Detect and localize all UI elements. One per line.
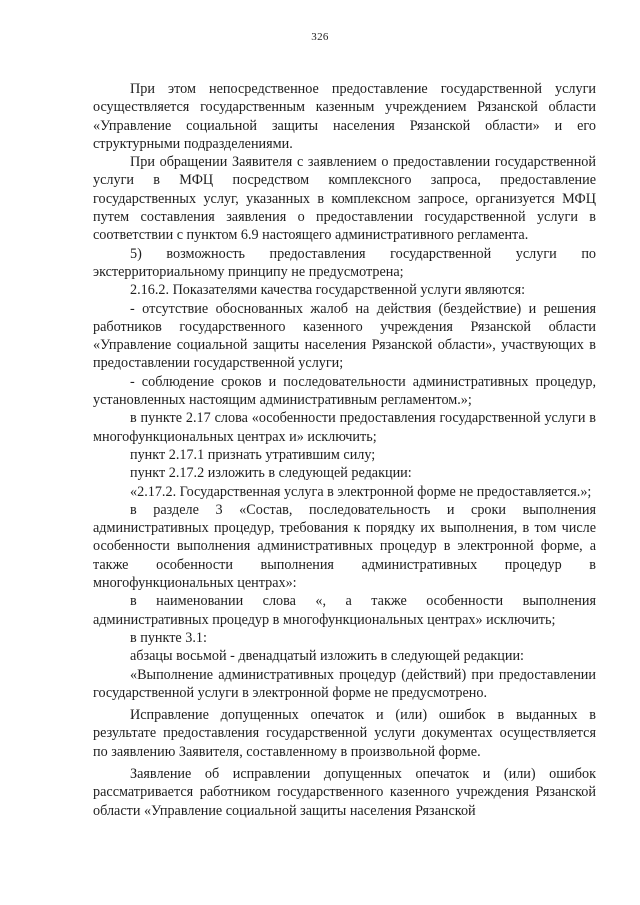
paragraph: При обращении Заявителя с заявлением о предоставлении государственной услуги в МФЦ посредством комплексного запроса, предоставление государственных услуг, указанных в комплексном запросе, организуется МФЦ путем составления заявления о предоставлении государственной услуги в соответствии с пунктом 6.9 настоящего административного регламента. (93, 154, 596, 244)
paragraph: пункт 2.17.1 признать утратившим силу; (130, 446, 376, 463)
paragraph: «2.17.2. Государственная услуга в электронной форме не предоставляется.»; (130, 483, 592, 500)
page-number: 326 (311, 31, 329, 43)
paragraph: в разделе 3 «Состав, последовательность и сроки выполнения административных процедур, требования к порядку их выполнения, в том числе особенности выполнения административных процедур в электронной форме, а также особенности выполнения административных процедур в многофункциональных центрах»: (93, 501, 596, 592)
paragraph: в наименовании слова «, а также особенности выполнения административных процедур в многофункциональных центрах» исключить; (93, 593, 596, 628)
paragraph: абзацы восьмой - двенадцатый изложить в следующей редакции: (130, 648, 524, 665)
paragraph: в пункте 3.1: (130, 629, 207, 646)
paragraph: Исправление допущенных опечаток и (или) ошибок в выданных в результате предоставления государственной услуги документах осуществляется по заявлению Заявителя, составленному в произвольной форме. (93, 707, 596, 760)
document-body (93, 80, 596, 820)
paragraph: Заявление об исправлении допущенных опечаток и (или) ошибок рассматривается работником государственного казенного учреждения Рязанской области «Управление социальной защиты населения Рязанской (93, 765, 596, 819)
paragraph: 5) возможность предоставления государственной услуги по экстерриториальному принципу не предусмотрена; (93, 245, 596, 280)
paragraph: При этом непосредственное предоставление государственной услуги осуществляется государственным казенным учреждением Рязанской области «Управление социальной защиты населения Рязанской области» и его структурными подразделениями. (93, 81, 596, 152)
paragraph: - отсутствие обоснованных жалоб на действия (бездействие) и решения работников государственного казенного учреждения Рязанской области «Управление социальной защиты населения Рязанской области», участвующих в предоставлении государственной услуги; (93, 300, 596, 372)
paragraph: в пункте 2.17 слова «особенности предоставления государственной услуги в многофункциональных центрах и» исключить; (93, 410, 596, 445)
paragraph: - соблюдение сроков и последовательности административных процедур, установленных настоящим административным регламентом.»; (93, 373, 596, 409)
paragraph: «Выполнение административных процедур (действий) при предоставлении государственной услуги в электронной форме не предусмотрено. (93, 666, 596, 701)
paragraph: пункт 2.17.2 изложить в следующей редакции: (130, 465, 412, 482)
paragraph: 2.16.2. Показателями качества государственной услуги являются: (130, 282, 526, 299)
